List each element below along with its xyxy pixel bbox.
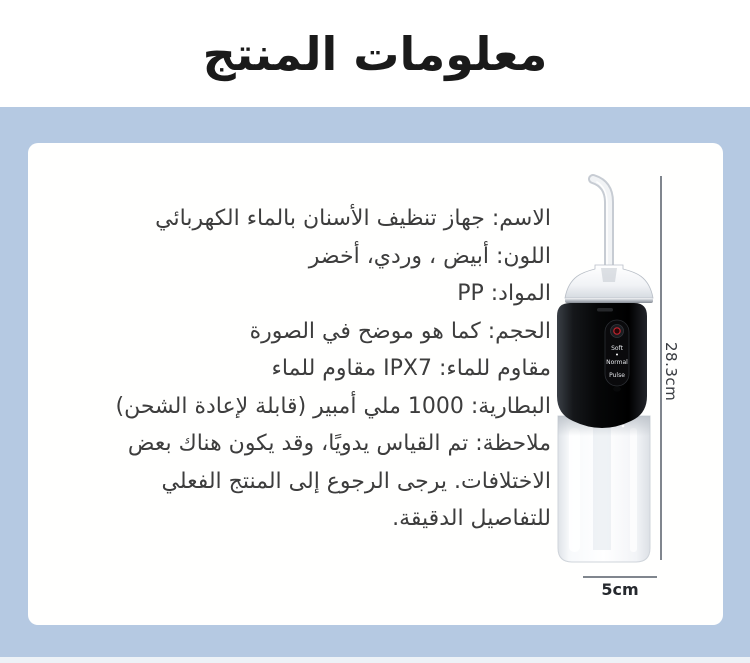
width-dimension-line (583, 576, 657, 578)
device-body (557, 303, 647, 428)
page-background (0, 107, 750, 657)
info-line-note-3: للتفاصيل الدقيقة. (392, 506, 551, 531)
info-line-note-1: ملاحظة: تم القياس يدويًا، وقد يكون هناك بعض (127, 431, 551, 456)
dome-rim (565, 298, 653, 303)
control-panel (605, 320, 629, 392)
product-info-text (115, 200, 551, 538)
nozzle-base-dome (565, 265, 653, 303)
height-dimension-label: 28.3cm (662, 342, 680, 402)
info-line-material: المواد: PP (457, 281, 551, 306)
water-tank (558, 416, 650, 562)
power-button-icon (611, 325, 624, 338)
width-dimension-label: 5cm (601, 580, 639, 599)
content-card (28, 143, 723, 625)
title-band (0, 0, 750, 107)
info-line-color: اللون: أبيض ، وردي، أخضر (308, 243, 551, 269)
info-line-size: الحجم: كما هو موضح في الصورة (249, 318, 551, 344)
page-title: معلومات المنتج (202, 26, 548, 81)
mode-label-pulse: Pulse (609, 372, 625, 379)
info-line-battery: البطارية: 1000 ملي أمبير (قابلة لإعادة الشحن) (115, 393, 551, 419)
body-top-slot (597, 308, 613, 312)
info-line-note-2: الاختلافات. يرجى الرجوع إلى المنتج الفعلي (161, 468, 551, 494)
panel-bottom-notch (613, 386, 621, 391)
bottom-strip (0, 657, 750, 663)
mode-indicator-dot (616, 354, 618, 356)
mode-label-soft: Soft (611, 345, 623, 352)
info-line-name: الاسم: جهاز تنظيف الأسنان بالماء الكهربائي (155, 206, 551, 231)
info-line-waterproof: مقاوم للماء: IPX7 مقاوم للماء (271, 356, 551, 381)
mode-label-normal: Normal (606, 359, 628, 366)
